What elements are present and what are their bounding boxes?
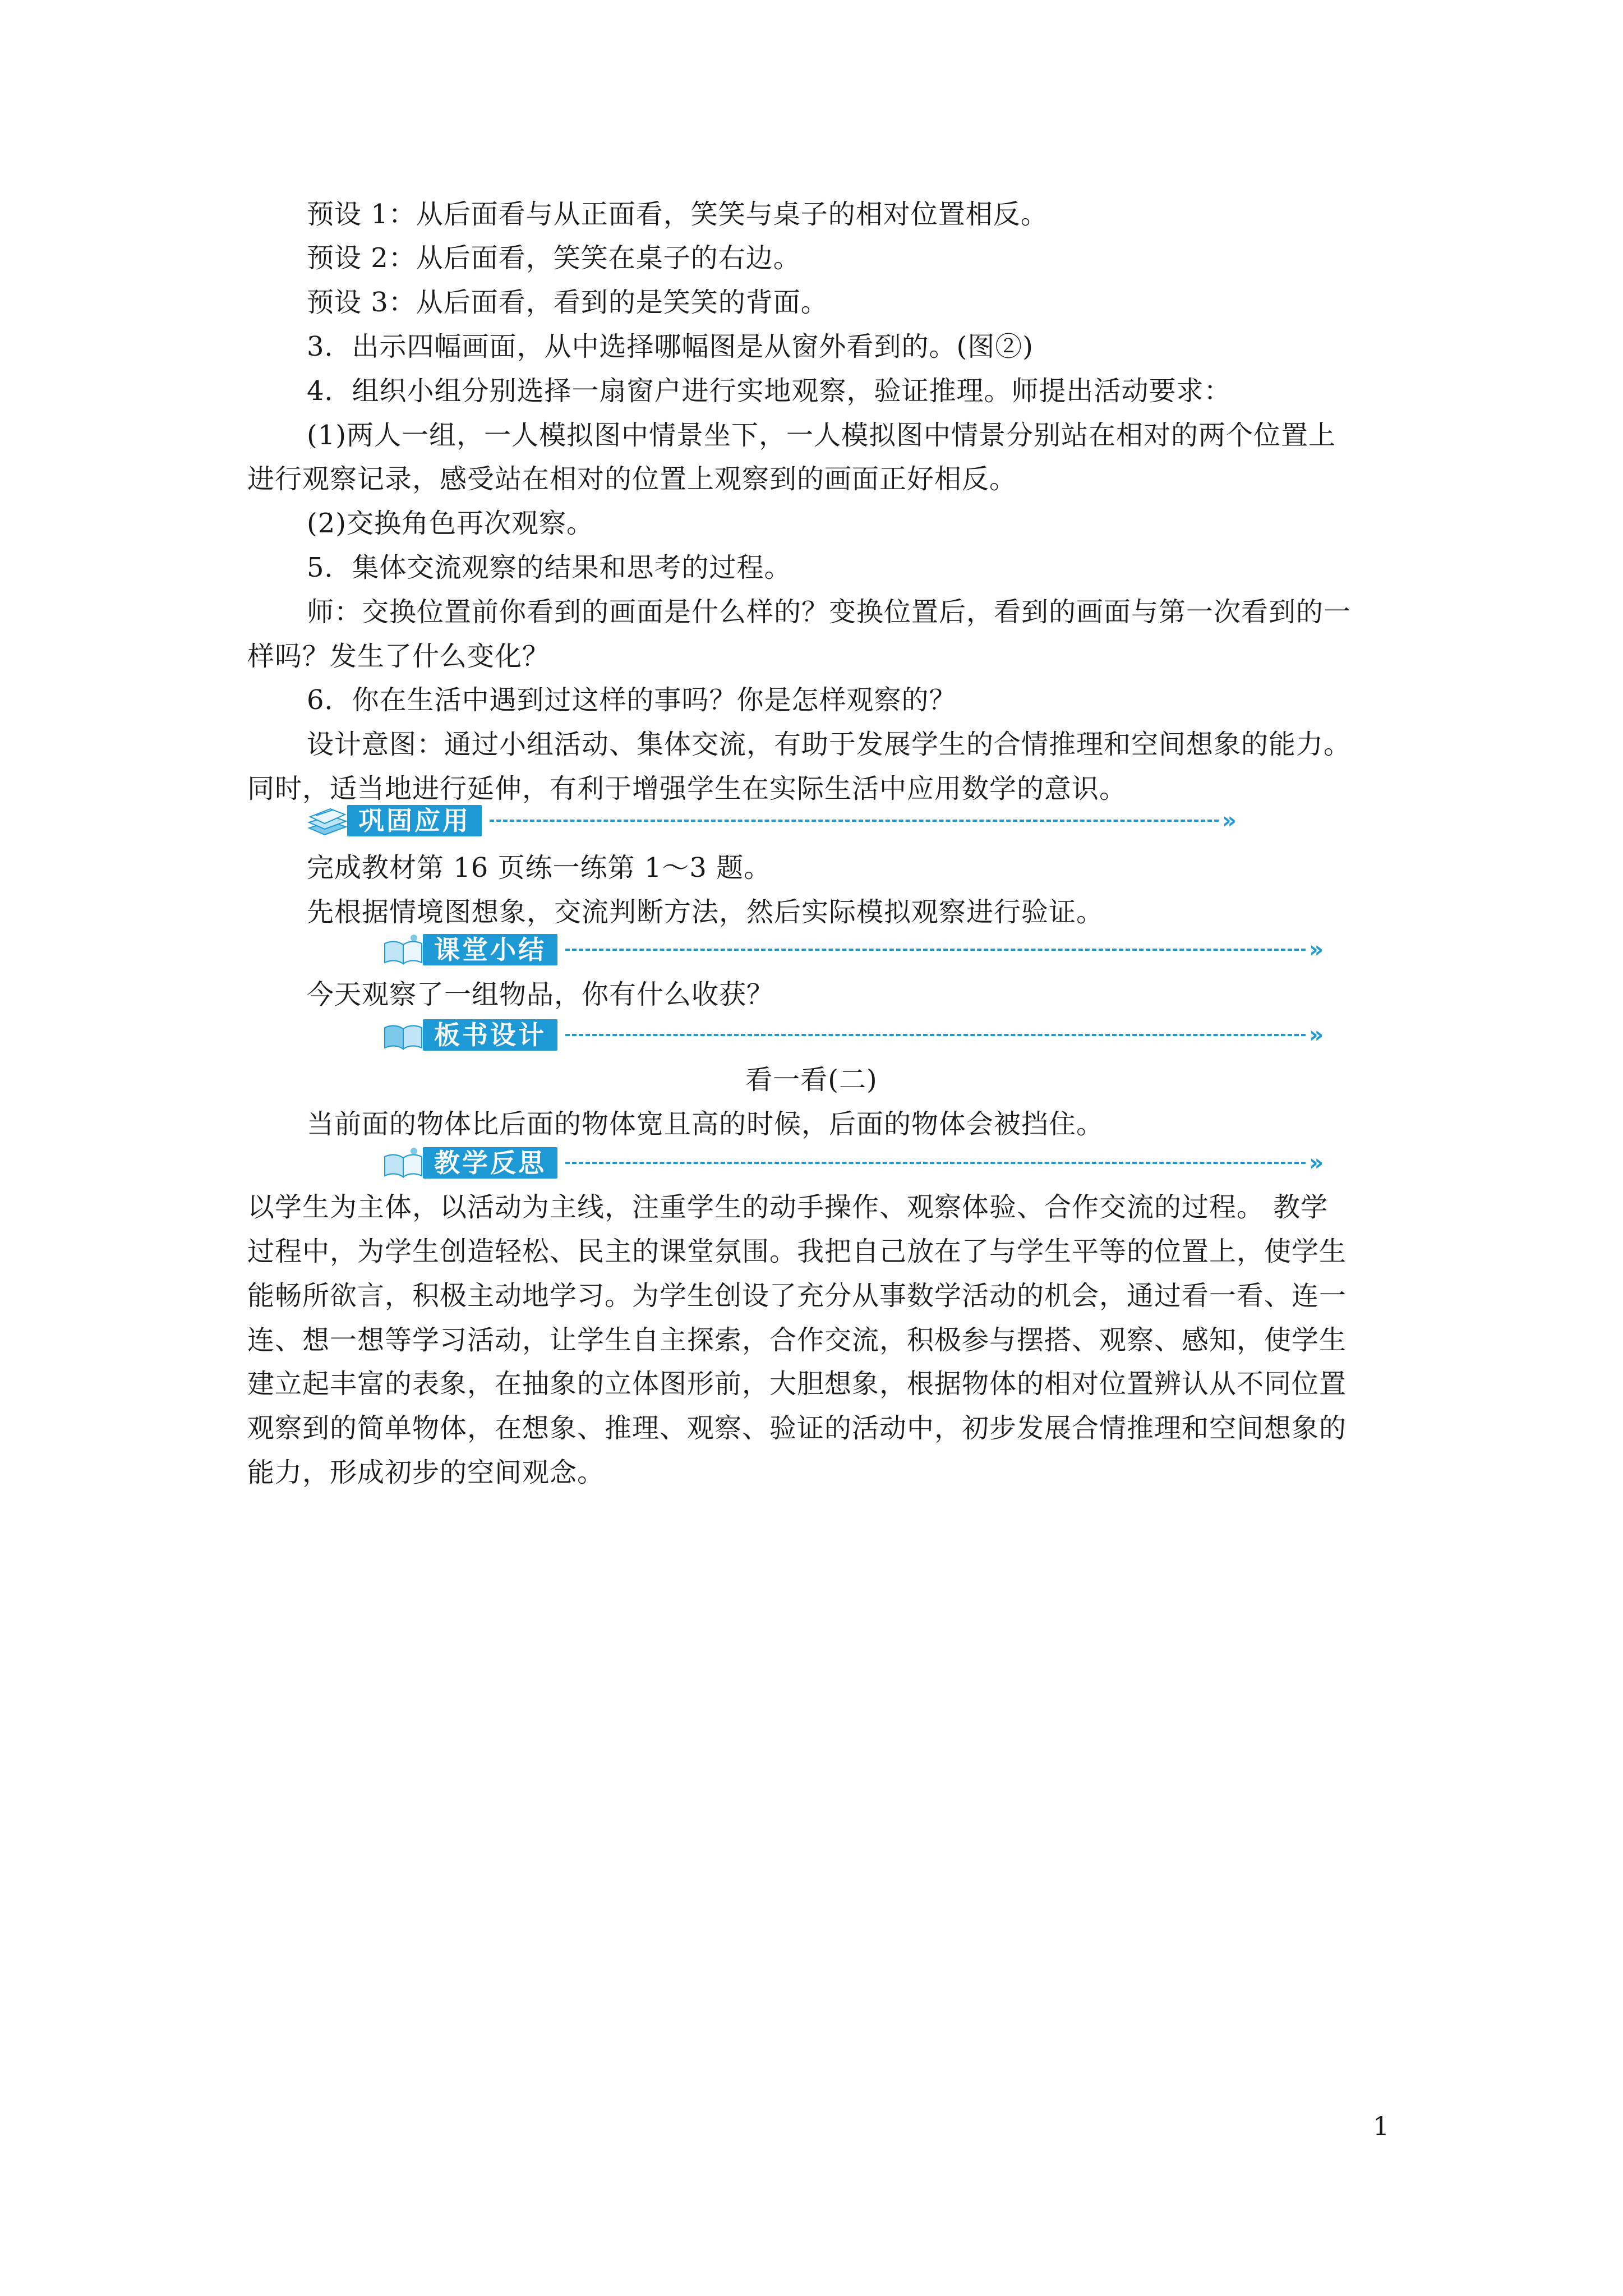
section-header-board [381, 1016, 1324, 1053]
page-number: 1 [1373, 2111, 1390, 2141]
section-header-summary [381, 931, 1324, 968]
paragraph-teacher-line-2: 样吗？发生了什么变化？ [247, 641, 550, 672]
reflection-line-5: 建立起丰富的表象，在抽象的立体图形前，大胆想象，根据物体的相对位置辨认从不同位置 [247, 1368, 1347, 1400]
reflection-line-1: 以学生为主体，以活动为主线，注重学生的动手操作、观察体验、合作交流的过程。 教学 [247, 1191, 1329, 1223]
paragraph-step-6: 6．你在生活中遇到过这样的事吗？你是怎样观察的？ [307, 684, 957, 716]
book-stack-icon [306, 802, 349, 839]
paragraph-teacher-line-1: 师：交换位置前你看到的画面是什么样的？变换位置后，看到的画面与第一次看到的一 [307, 596, 1352, 628]
section-title-reflection: 教学反思 [423, 1147, 557, 1179]
section-divider [565, 1162, 1306, 1164]
paragraph-step-4: 4．组织小组分别选择一扇窗户进行实地观察，验证推理。师提出活动要求： [307, 375, 1232, 407]
reflection-line-2: 过程中，为学生创造轻松、民主的课堂氛围。我把自己放在了与学生平等的位置上，使学生 [247, 1236, 1347, 1267]
paragraph-verify: 先根据情境图想象，交流判断方法，然后实际模拟观察进行验证。 [307, 896, 1104, 928]
open-book-icon [381, 931, 425, 968]
board-title: 看一看(二) [745, 1064, 878, 1096]
paragraph-preset-1: 预设 1：从后面看与从正面看，笑笑与桌子的相对位置相反。 [307, 199, 1048, 230]
paragraph-step-3: 3．出示四幅画面，从中选择哪幅图是从窗外看到的。(图②) [307, 331, 1034, 362]
section-header-reflection [381, 1144, 1324, 1181]
section-title-consolidate: 巩固应用 [347, 805, 482, 836]
open-book-icon [381, 1144, 425, 1181]
paragraph-requirement-1-line-1: (1)两人一组，一人模拟图中情景坐下，一人模拟图中情景分别站在相对的两个位置上 [307, 420, 1336, 451]
reflection-line-7: 能力，形成初步的空间观念。 [247, 1457, 605, 1488]
paragraph-summary-question: 今天观察了一组物品，你有什么收获？ [307, 979, 774, 1010]
reflection-line-4: 连、想一想等学习活动，让学生自主探索，合作交流，积极参与摆搭、观察、感知，使学生 [247, 1324, 1347, 1356]
section-divider [565, 949, 1306, 951]
section-title-board: 板书设计 [423, 1019, 557, 1051]
double-chevron-right-icon: » [1309, 937, 1324, 963]
paragraph-step-5: 5．集体交流观察的结果和思考的过程。 [307, 552, 792, 583]
reflection-line-6: 观察到的简单物体，在想象、推理、观察、验证的活动中，初步发展合情推理和空间想象的 [247, 1412, 1347, 1444]
double-chevron-right-icon: » [1309, 1150, 1324, 1176]
open-book-icon [381, 1016, 425, 1053]
paragraph-design-intent-line-2: 同时，适当地进行延伸，有利于增强学生在实际生活中应用数学的意识。 [247, 773, 1127, 804]
section-divider [490, 820, 1219, 822]
section-header-consolidate [306, 802, 1237, 839]
section-divider [565, 1034, 1306, 1036]
paragraph-board-content: 当前面的物体比后面的物体宽且高的时候，后面的物体会被挡住。 [307, 1108, 1104, 1140]
paragraph-requirement-1-line-2: 进行观察记录，感受站在相对的位置上观察到的画面正好相反。 [247, 463, 1017, 495]
paragraph-design-intent-line-1: 设计意图：通过小组活动、集体交流，有助于发展学生的合情推理和空间想象的能力。 [307, 729, 1352, 760]
double-chevron-right-icon: » [1309, 1022, 1324, 1048]
section-title-summary: 课堂小结 [423, 934, 557, 965]
paragraph-preset-3: 预设 3：从后面看，看到的是笑笑的背面。 [307, 287, 828, 318]
reflection-line-3: 能畅所欲言，积极主动地学习。为学生创设了充分从事数学活动的机会，通过看一看、连一 [247, 1280, 1347, 1312]
paragraph-preset-2: 预设 2：从后面看，笑笑在桌子的右边。 [307, 242, 801, 274]
double-chevron-right-icon: » [1222, 808, 1237, 834]
paragraph-exercise: 完成教材第 16 页练一练第 1～3 题。 [307, 852, 772, 884]
paragraph-requirement-2: (2)交换角色再次观察。 [307, 508, 594, 539]
